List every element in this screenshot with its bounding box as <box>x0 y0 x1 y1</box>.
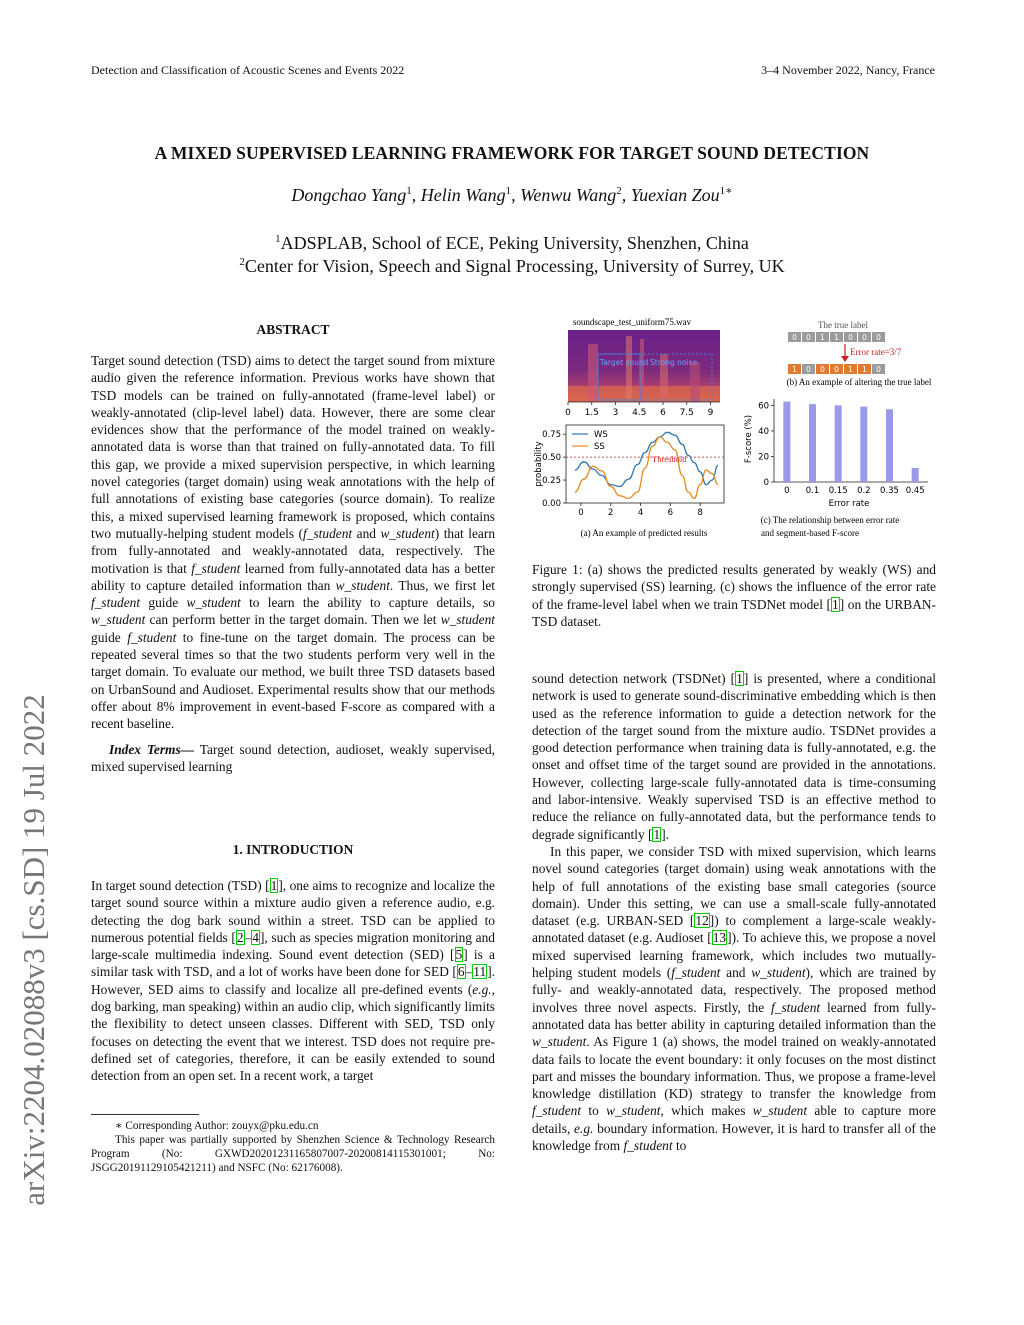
x-tick-label: 6 <box>667 508 674 518</box>
spectrogram-band <box>690 362 700 402</box>
citation-link[interactable]: 11 <box>473 964 487 980</box>
error-arrow-head <box>841 356 849 362</box>
legend-ss-label: SS <box>594 442 605 452</box>
bar <box>886 409 893 482</box>
arxiv-sidebar-stamp: arXiv:2204.02088v3 [cs.SD] 19 Jul 2022 <box>16 694 51 1206</box>
y-tick-label: 0.00 <box>542 499 561 509</box>
bar <box>835 405 842 482</box>
x-tick-label: 6 <box>660 408 666 418</box>
bar-chart-y-label: F-score (%) <box>744 414 754 464</box>
affil-mark: 2 <box>239 256 245 268</box>
label-cell-value: 1 <box>820 333 825 342</box>
citation-link[interactable]: 13 <box>712 930 727 946</box>
x-tick-label: 3 <box>612 408 619 418</box>
subcaption-b: (b) An example of altering the true label <box>786 377 932 387</box>
y-tick-label: 60 <box>758 401 769 412</box>
x-tick-label: 4 <box>637 508 644 518</box>
affil-text: ADSPLAB, School of ECE, Peking University, Shenzhen, China <box>280 233 749 253</box>
label-cell-value: 0 <box>806 365 811 374</box>
x-tick-label: 0 <box>784 486 790 496</box>
author-name: Dongchao Yang <box>291 185 407 205</box>
label-cell-value: 0 <box>834 365 839 374</box>
label-cell-value: 1 <box>834 333 839 342</box>
bar-chart-x-label: Error rate <box>828 499 870 509</box>
right-column-body: sound detection network (TSDNet) [1] is presented, where a conditional network is used to generate sound-discriminative embedding which is then used as the reference information to guide a detection network for the detection of the target sound from the mixture audio. TSDNet provides a good detection performance when training data is fully-annotated, e.g. the onset and offset time of the target sound are provided in the annotations. However, collecting large-scale fully-annotated data is time-consuming and labor-intensive. Weakly supervised TSD is an effective method to reduce the reliance on fully-annotated data, but the performance tends to degrade significantly [1]. In this paper, we consider TSD with mixed supervision, which learns novel sound categories (target domain) using weak annotations with the help of full annotations of the existing base small categories (source domain). Under this setting, we can use a small-scale fully-annotated dataset (e.g. URBAN-SED [12]) to complement a large-scale weakly-annotated dataset (e.g. Audioset [13]). To achieve this, we propose a novel mixed supervised learning framework, which includes two mutually-helping student models (f_student and w_student), which are trained by fully- and weakly-annotated data, respectively. The proposed method involves three novel aspects. Firstly, the f_student learned from fully-annotated data has better ability in capturing detailed information than the w_student. As Figure 1 (a) shows, the model trained on weakly-annotated data fails to locate the event boundary: it only focuses on the most distinct part and misses the boundary information. Thus, we propose a frame-level knowledge distillation (KD) strategy to transfer the knowledge from f_student to w_student, which makes w_student able to capture more details, e.g. boundary information. However, it is hard to transfer all of the knowledge from f_student to <box>532 671 937 1154</box>
abstract-heading: ABSTRACT <box>256 322 330 337</box>
label-cell-value: 1 <box>848 365 853 374</box>
x-tick-label: 2 <box>608 508 614 518</box>
author-affil-mark: 2 <box>616 185 622 197</box>
footnote-rule <box>91 1114 199 1115</box>
author-name: Yuexian Zou <box>630 185 720 205</box>
x-tick-label: 0.35 <box>880 486 899 496</box>
y-tick-label: 0.75 <box>542 430 561 441</box>
x-tick-label: 1.5 <box>584 408 599 418</box>
citation-link[interactable]: 1 <box>270 878 278 893</box>
y-tick-label: 20 <box>758 452 769 463</box>
legend-ws-label: WS <box>594 430 608 440</box>
true-label-title: The true label <box>818 320 868 330</box>
x-tick-label: 7.5 <box>679 408 694 418</box>
label-cell-value: 0 <box>820 365 825 374</box>
author-list: Dongchao Yang$^1$, Helin Wang$^1$, Wenwu Wang$^2$, Yuexian Zou$^{1∗}$ <box>291 185 733 205</box>
series-line-ws <box>575 432 718 486</box>
footnote-funding: This paper was partially supported by Shenzhen Science & Technology Research Program (No: GXWD20201231165807007-20200814115301001; No: JSGG20191129105421211) and NSFC (No: 62176008). <box>91 1134 495 1174</box>
abstract-body: Target sound detection (TSD) aims to detect the target sound from mixture audio given the reference information. Previous works have shown that TSD models can be trained on fully-annotated (frame-level label) or weakly-annotated (clip-level label) data. However, there are some clear evidences show that the performance of the model trained on weakly-annotated data is worse than that trained on fully-annotated data. To fill this gap, we provide a mixed supervision perspective, in which learning novel categories (target domain) using weak annotations with the help of full annotations of existing base categories (source domain). To realize this, a mixed supervised learning framework is proposed, which contains two mutually-helping student models (f_student and w_student) that learn from fully-annotated and weakly-annotated data, respectively. The motivation is that f_student learned from fully-annotated data has a better ability to capture detailed information than w_student. Thus, we first let f_student guide w_student to learn the ability to capture details, so w_student can perform better in the target domain. Then we let w_student guide f_student to fine-tune on the target domain. The process can be repeated several times so that the two students perform very well in the target domain. To evaluate our method, we built three TSD datasets based on UrbanSound and Audioset. Experimental results show that our methods offer about 8% improvement in event-based F-score as compared with a recent baseline. Index Terms— Target sound detection, audioset, weakly supervised, mixed supervised learning <box>91 353 496 774</box>
label-cell-value: 1 <box>862 365 867 374</box>
citation-link[interactable]: 1 <box>736 671 743 686</box>
label-cell-value: 0 <box>862 333 867 342</box>
author-name: Wenwu Wang <box>520 185 617 205</box>
y-tick-label: 40 <box>758 426 769 437</box>
line-chart-y-label: probability <box>534 441 544 487</box>
citation-link[interactable]: 5 <box>455 947 463 963</box>
spectrogram-title: soundscape_test_uniform75.wav <box>572 317 692 327</box>
citation-link[interactable]: 1 <box>832 596 839 612</box>
introduction-body: In target sound detection (TSD) [1], one aims to recognize and localize the target sound source within a mixture audio given a reference audio, e.g. detecting the dog bark sound within a street. TSD can be applied to numerous potential fields [2–4], such as species migration monitoring and large-scale multimedia indexing. Sound event detection (SED) [5] is a similar task with TSD, and a lot of works have been done for SED [6–11]. However, SED aims to classify and localize all pre-defined events (e.g., dog barking, man speaking) within an audio clip, which significantly limits the flexibility to detect unseen classes. Different with SED, TSD only focuses on detecting the event that we interest. TSD does not require pre-defined set of categories, therefore, it can be easily extended to sound detection from an open set. In a recent work, a target <box>91 878 495 1084</box>
bar <box>860 407 867 482</box>
footnote-corresponding: ∗ Corresponding Author: zouyx@pku.edu.cn <box>115 1120 319 1132</box>
section-heading-introduction: 1. INTRODUCTION <box>232 842 354 857</box>
spectrogram-band <box>640 339 644 402</box>
x-tick-label: 8 <box>697 508 703 518</box>
author-affil-mark: 1 <box>406 185 412 197</box>
citation-link[interactable]: 12 <box>695 913 709 929</box>
citation-link[interactable]: 6 <box>457 964 465 980</box>
line-chart <box>542 430 724 518</box>
strong-noise-label: Strong noise <box>650 358 698 367</box>
author-affil-mark: 1 <box>505 185 512 197</box>
x-tick-label: 0.15 <box>828 486 848 496</box>
author-affil-mark: 1∗ <box>719 185 733 197</box>
x-tick-label: 9 <box>707 408 714 418</box>
x-tick-label: 0.45 <box>905 486 925 496</box>
altered-label-row <box>788 364 885 374</box>
label-cell-value: 0 <box>848 333 853 342</box>
figure-1-svg <box>528 314 948 542</box>
affiliation-2 <box>0 256 1024 277</box>
line-chart-frame <box>566 425 724 503</box>
affiliation-1 <box>0 233 1024 254</box>
bar <box>912 468 919 482</box>
running-header-right: 3–4 November 2022, Nancy, France <box>761 63 935 77</box>
bar <box>809 404 816 482</box>
label-cell-value: 0 <box>876 333 881 342</box>
author-name: Helin Wang <box>420 185 506 205</box>
subcaption-a: (a) An example of predicted results <box>580 528 708 538</box>
y-tick-label: 0.25 <box>542 476 561 487</box>
x-tick-label: 0.2 <box>857 486 871 496</box>
citation-link[interactable]: 1 <box>653 826 661 842</box>
label-cell-value: 0 <box>792 333 797 342</box>
label-cell-value: 1 <box>792 365 797 374</box>
paper-title: A MIXED SUPERVISED LEARNING FRAMEWORK FOR TARGET SOUND DETECTION <box>154 143 870 163</box>
y-tick-label: 0 <box>763 478 769 488</box>
spectrogram-band <box>588 344 598 402</box>
x-tick-label: 0 <box>578 508 584 518</box>
error-rate-label: Error rate=3/7 <box>850 347 902 357</box>
x-tick-label: 0 <box>565 408 571 418</box>
spectrogram-band <box>626 336 632 402</box>
figure-1 <box>528 314 948 542</box>
affil-text: Center for Vision, Speech and Signal Processing, University of Surrey, UK <box>244 256 785 276</box>
spectrogram-x-ticks <box>565 402 714 418</box>
x-tick-label: 4.5 <box>632 408 647 418</box>
y-tick-label: 0.50 <box>542 453 561 464</box>
target-sound-label: Target sound <box>600 358 649 367</box>
footnote <box>91 1119 495 1175</box>
subcaption-c-line2: and segment-based F-score <box>761 528 859 538</box>
citation-link[interactable]: 2 <box>236 929 244 945</box>
figure-1-caption: Figure 1: (a) shows the predicted results generated by weakly (WS) and strongly supervised (SS) learning. (c) shows the influence of the error rate of the frame-level label when we train TSDNet model [1] on the URBAN-TSD dataset. <box>532 562 937 629</box>
running-header-left: Detection and Classification of Acoustic Scenes and Events 2022 <box>91 63 405 77</box>
x-tick-label: 0.1 <box>805 486 820 496</box>
true-label-row <box>788 332 885 342</box>
bar <box>783 402 790 482</box>
threshold-label: Threshold <box>652 454 687 464</box>
bar-chart <box>758 399 928 496</box>
affil-mark: 1 <box>275 233 281 245</box>
citation-link[interactable]: 4 <box>252 929 259 945</box>
label-cell-value: 0 <box>806 333 811 342</box>
label-cell-value: 0 <box>876 365 881 374</box>
index-terms: Index Terms— Target sound detection, audioset, weakly supervised, mixed supervised learning <box>91 741 495 774</box>
subcaption-c-line1: (c) The relationship between error rate <box>760 515 900 525</box>
